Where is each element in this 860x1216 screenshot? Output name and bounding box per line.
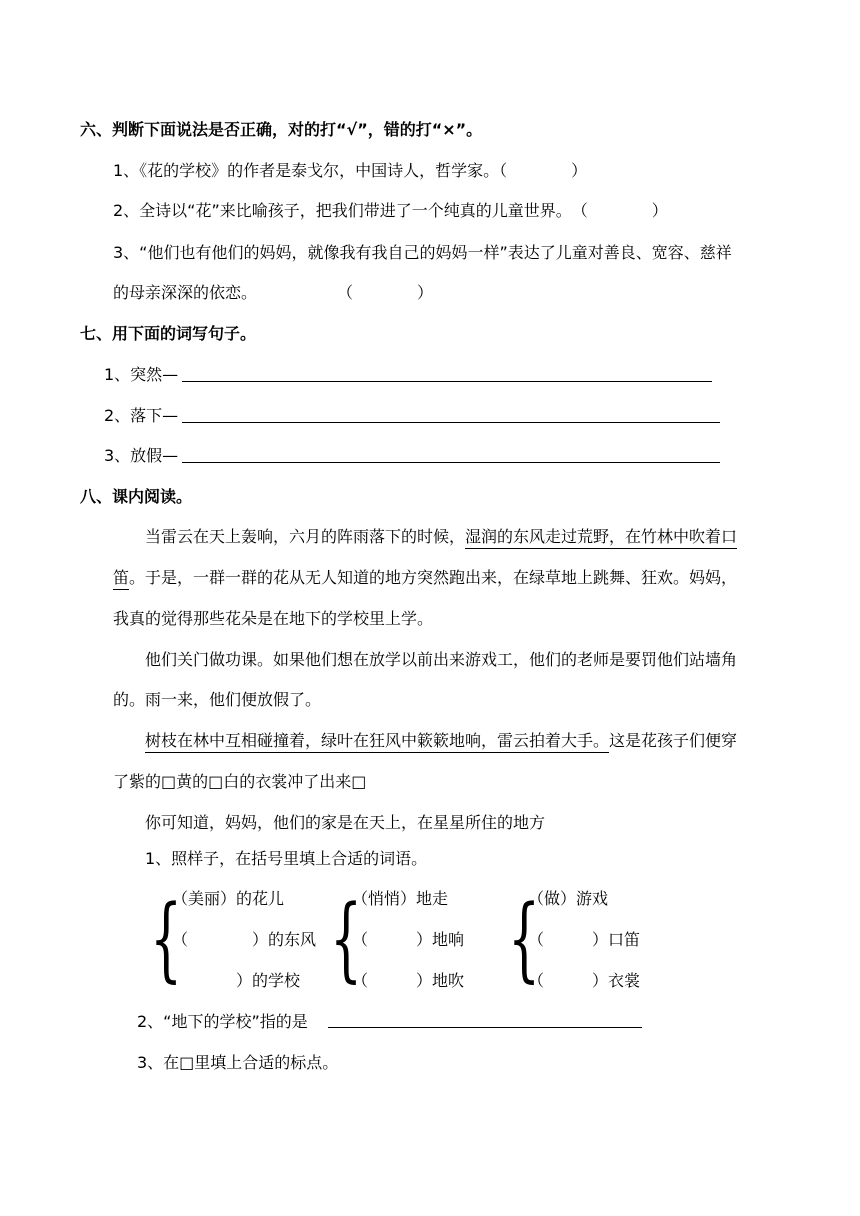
passage-text: 这是花孩子们便穿 [609,731,738,750]
passage-line-5: 的。雨一来，他们便放假了。 [113,690,322,709]
section7-item-3: 3、放假— [104,446,179,465]
group1-item-3[interactable]: ）的学校 [172,971,301,990]
group1-example: （美丽）的花儿 [172,889,285,908]
answer-line-3[interactable] [182,462,720,463]
answer-line-q2[interactable] [328,1027,642,1028]
section8-heading: 八、课内阅读。 [80,487,193,506]
section6-item-2: 2、全诗以“花”来比喻孩子，把我们带进了一个纯真的儿童世界。 （ ） [113,201,668,220]
section6-heading: 六、判断下面说法是否正确，对的打“√”，错的打“×”。 [80,120,483,139]
group3-item-3[interactable]: （ ）衣裳 [528,971,641,990]
passage-line-3: 我真的觉得那些花朵是在地下的学校里上学。 [113,609,434,628]
brace-icon: { [330,885,363,992]
group3-item-2[interactable]: （ ）口笛 [528,930,641,949]
brace-icon: { [508,885,541,992]
section6-item-3: 3、“他们也有他们的妈妈，就像我有我自己的妈妈一样”表达了儿童对善良、宽容、慈祥 [113,243,732,262]
passage-line-7: 了紫的□黄的□白的衣裳冲了出来□ [113,772,367,791]
group3-example: （做）游戏 [528,889,609,908]
answer-line-2[interactable] [182,422,720,423]
question-1: 1、照样子，在括号里填上合适的词语。 [145,849,428,868]
group2-example: （悄悄）地走 [352,889,449,908]
passage-line-8: 你可知道，妈妈，他们的家是在天上，在星星所住的地方 [145,813,546,832]
group2-item-3[interactable]: （ ）地吹 [352,971,465,990]
section6-item-1: 1、《花的学校》的作者是泰戈尔，中国诗人，哲学家。（ ） [113,161,588,180]
question-2: 2、“地下的学校”指的是 [137,1012,308,1031]
section6-item-3-cont: 的母亲深深的依恋。 （ ） [113,283,434,302]
section7-heading: 七、用下面的词写句子。 [80,324,257,343]
passage-line-1 [145,527,737,547]
group1-item-2[interactable]: （ ）的东风 [172,930,317,949]
group2-item-2[interactable]: （ ）地响 [352,930,465,949]
answer-line-1[interactable] [182,381,712,382]
question-3: 3、在□里填上合适的标点。 [137,1053,339,1072]
brace-icon: { [150,885,183,992]
section7-item-2: 2、落下— [104,406,179,425]
passage-underlined: 湿润的东风走过荒野，在竹林中吹着口 [465,527,737,549]
passage-underlined: 笛 [113,568,129,590]
passage-line-6 [145,731,737,751]
section7-item-1: 1、突然— [104,365,179,384]
passage-line-4: 他们关门做功课。如果他们想在放学以前出来游戏工，他们的老师是要罚他们站墙角 [145,650,738,669]
passage-text: 当雷云在天上轰响，六月的阵雨落下的时候， [145,527,466,546]
passage-underlined: 树枝在林中互相碰撞着，绿叶在狂风中簌簌地响，雷云拍着大手。 [145,731,609,753]
passage-line-2 [113,568,737,588]
passage-text: 。于是，一群一群的花从无人知道的地方突然跑出来，在绿草地上跳舞、狂欢。妈妈， [129,568,738,587]
